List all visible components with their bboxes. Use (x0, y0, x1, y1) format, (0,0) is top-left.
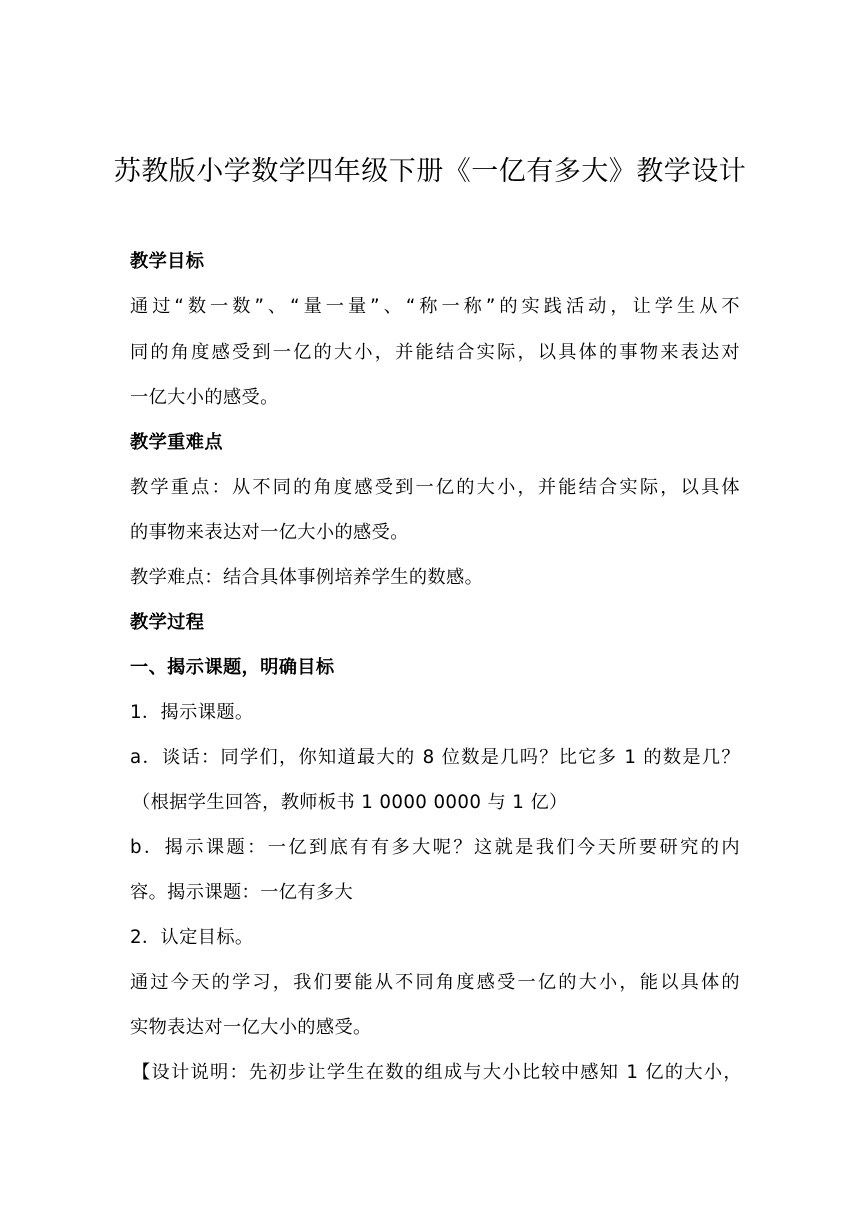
paragraph-line: a．谈话：同学们，你知道最大的 8 位数是几吗？比它多 1 的数是几？ (130, 747, 740, 768)
paragraph-line: 通过“数一数”、“量一量”、“称一称”的实践活动，让学生从不 (130, 296, 740, 317)
heading-key-difficult-points: 教学重难点 (130, 432, 223, 453)
paragraph-line: 实物表达对一亿大小的感受。 (130, 1017, 372, 1038)
paragraph-line: 容。揭示课题：一亿有多大 (130, 882, 354, 903)
numbered-item: 2．认定目标。 (130, 927, 254, 948)
design-note-line: 【设计说明：先初步让学生在数的组成与大小比较中感知 1 亿的大小， (132, 1062, 742, 1083)
paragraph-line: 一亿大小的感受。 (130, 387, 279, 408)
heading-teaching-process: 教学过程 (130, 612, 205, 633)
numbered-item: 1．揭示课题。 (130, 702, 254, 723)
paragraph-line: 同的角度感受到一亿的大小，并能结合实际，以具体的事物来表达对 (130, 342, 740, 363)
heading-teaching-goals: 教学目标 (130, 251, 205, 272)
paragraph-line: （根据学生回答，教师板书 1 0000 0000 与 1 亿） (132, 792, 568, 813)
section-heading: 一、揭示课题，明确目标 (130, 657, 335, 678)
document-title: 苏教版小学数学四年级下册《一亿有多大》教学设计 (113, 156, 747, 187)
paragraph-line: b．揭示课题：一亿到底有有多大呢？这就是我们今天所要研究的内 (130, 837, 740, 858)
paragraph-line: 教学重点：从不同的角度感受到一亿的大小，并能结合实际，以具体 (130, 477, 740, 498)
paragraph-line: 教学难点：结合具体事例培养学生的数感。 (130, 567, 484, 588)
paragraph-line: 的事物来表达对一亿大小的感受。 (130, 522, 409, 543)
paragraph-line: 通过今天的学习，我们要能从不同角度感受一亿的大小，能以具体的 (130, 972, 740, 993)
